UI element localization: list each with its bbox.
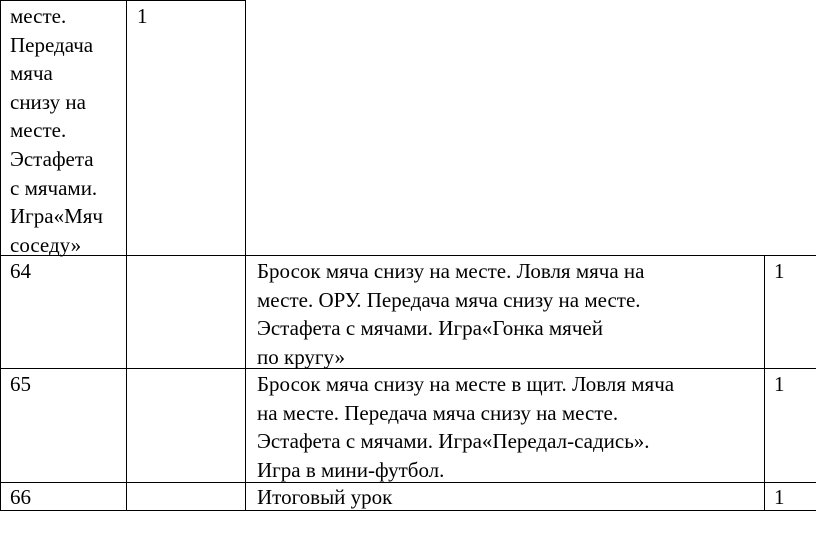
row-64-number: 64: [10, 259, 31, 283]
row-65-hours: 1: [774, 372, 785, 396]
row-66-number: 66: [10, 485, 31, 509]
topic-line: с мячами.: [10, 175, 98, 200]
topic-line: Бросок мяча снизу на месте. Ловля мяча на: [257, 259, 645, 283]
rule-row-64-top: [0, 255, 816, 256]
topic-line: Игра в мини-футбол.: [257, 457, 445, 482]
topic-line: по кругу»: [257, 344, 346, 369]
topic-line: Итоговый урок: [257, 485, 393, 509]
row-66-topic: [257, 483, 392, 512]
topic-line: Игра«Мяч: [10, 204, 103, 229]
row-65-number: 65: [10, 372, 31, 396]
topic-line: месте. ОРУ. Передача мяча снизу на месте.: [257, 287, 641, 312]
topic-line: соседу»: [10, 232, 82, 257]
rule-top: [0, 0, 246, 1]
row-64-topic: [257, 257, 645, 371]
top-row-topic-cell: [10, 2, 103, 259]
topic-line: месте.: [10, 4, 67, 28]
rule-col-0: [0, 0, 1, 511]
topic-line: Бросок мяча снизу на месте в щит. Ловля мяча: [257, 372, 675, 396]
topic-line: Передача: [10, 32, 94, 57]
row-66-hours: 1: [774, 485, 785, 509]
topic-line: на месте. Передача мяча снизу на месте.: [257, 400, 619, 425]
topic-line: Эстафета с мячами. Игра«Гонка мячей: [257, 316, 603, 341]
topic-line: Эстафета с мячами. Игра«Передал-садись».: [257, 429, 650, 454]
topic-line: снизу на: [10, 89, 86, 114]
topic-line: мяча: [10, 61, 53, 86]
rule-bottom: [0, 510, 816, 511]
rule-col-1: [126, 0, 127, 511]
rule-col-2: [245, 0, 246, 511]
topic-line: Эстафета: [10, 146, 94, 171]
row-65-topic: [257, 370, 674, 484]
row-64-hours: 1: [774, 259, 785, 283]
rule-col-3: [764, 255, 765, 511]
top-row-hours-cell: 1: [137, 4, 148, 28]
topic-line: месте.: [10, 118, 67, 143]
